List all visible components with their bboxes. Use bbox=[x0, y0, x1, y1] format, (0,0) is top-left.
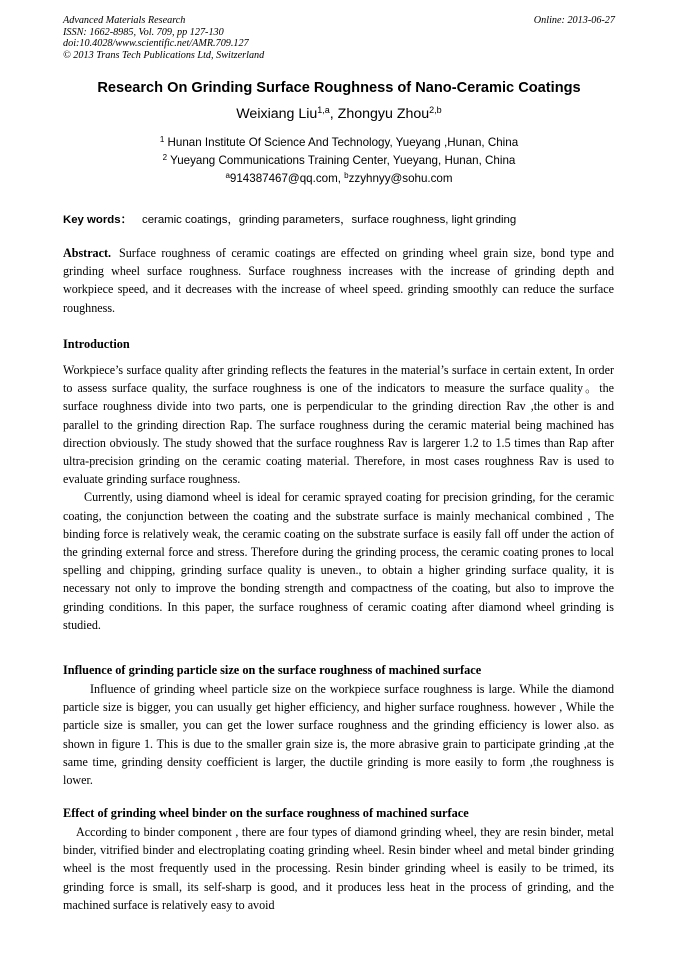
intro-heading: Introduction bbox=[63, 337, 130, 351]
email-a: 914387467@qq.com, bbox=[229, 172, 345, 185]
online-date: Online: 2013-06-27 bbox=[533, 15, 615, 26]
keywords-label: Key words： bbox=[63, 214, 132, 226]
paper-title: Research On Grinding Surface Roughness of Nano-Ceramic Coatings bbox=[97, 80, 581, 96]
intro-paragraph-1: Workpiece’s surface quality after grinding reflects the features in the material’s surface in certain extent, In order to assess surface quality, the surface roughness is one of the indicators to measure the surface quality。the surface roughness divide into two parts, one is perpendicular to the grinding direction Rav ,the other is and parallel to the grinding direction Rap. The surface roughness during the ceramic material being machined has direction obviously. The study showed that the surface roughness Rav is largerer 1.2 to 1.5 times than Rap after ultra-precision grinding on the ceramic coating material. Therefore, in most cases roughness Rav is used to evaluate grinding surface roughness. bbox=[63, 363, 614, 487]
keywords-line bbox=[63, 211, 516, 227]
binder-body bbox=[63, 823, 614, 914]
abstract-text: Surface roughness of ceramic coatings are effected on grinding wheel grain size, bond type and grinding wheel surface roughness. Surface roughness increases with the increase of grinding depth and workpiece speed, and it decreases with the increase of wheel speed. grinding smoothly can reduce the surface roughness. bbox=[63, 246, 614, 315]
abstract-label: Abstract. bbox=[63, 246, 112, 260]
email-b: zzyhnyy@sohu.com bbox=[348, 172, 453, 185]
emails-line bbox=[0, 172, 678, 185]
binder-paragraph: According to binder component , there are four types of diamond grinding wheel, they are resin binder, metal binder, vitrified binder and electroplating coating grinding wheel. Resin binder wheel and metal binder grinding wheel is the most frequently used in the processing. Resin binder grinding wheel is easily to be trimed, its grinding force is small, its self-sharp is good, and it produces less heat in the process of grinding, and the machined surface is relatively easy to avoid bbox=[63, 825, 614, 912]
affiliation-2-sup: 2 bbox=[162, 153, 168, 162]
affiliation-2-text: Yueyang Communications Training Center, Yueyang, Hunan, China bbox=[170, 154, 516, 167]
particle-size-paragraph: Influence of grinding wheel particle size on the workpiece surface roughness is large. While the diamond particle size is bigger, you can usually get higher efficiency, and higher surface roughness. however , While the particle size is smaller, you can get the lower surface roughness and the grinding efficiency is lower also. as shown in figure 1. This is due to the smaller grain size is, the more abrasive grain to participate grinding ,at the same time, grinding density coefficient is larger, the ductile grinding is more easily to form ,the roughness is lower. bbox=[63, 682, 614, 788]
intro-body bbox=[63, 361, 614, 634]
issn-line: ISSN: 1662-8985, Vol. 709, pp 127-130 bbox=[63, 26, 224, 38]
journal-name: Advanced Materials Research bbox=[63, 15, 186, 26]
binder-heading: Effect of grinding wheel binder on the surface roughness of machined surface bbox=[63, 806, 469, 820]
abstract-block bbox=[63, 244, 614, 317]
authors-line bbox=[0, 106, 678, 122]
affiliation-1-text: Hunan Institute Of Science And Technology, Yueyang ,Hunan, China bbox=[167, 136, 519, 149]
copyright-line: © 2013 Trans Tech Publications Ltd, Switzerland bbox=[63, 49, 265, 61]
affiliation-1 bbox=[0, 136, 678, 149]
particle-size-heading: Influence of grinding particle size on the surface roughness of machined surface bbox=[63, 663, 482, 677]
author-2: Zhongyu Zhou bbox=[337, 106, 430, 122]
journal-header bbox=[63, 15, 264, 61]
author-1: Weixiang Liu bbox=[236, 106, 318, 122]
author-2-sup: 2,b bbox=[429, 105, 442, 115]
particle-size-body bbox=[63, 680, 614, 789]
intro-paragraph-2: Currently, using diamond wheel is ideal for ceramic sprayed coating for precision grinding, for the ceramic coating, the conjunction between the coating and the substrate surface is mainly mechanical combined , The binding force is relatively weak, the ceramic coating on the substrate surface is easily fall off under the action of the grinding external force and stress. Therefore during the grinding process, the ceramic coating prones to local spelling and chipping, grinding surface quality is uneven., to obtain a higher grinding surface quality, it is necessary not only to improve the bonding strength and compactness of the coating, but also to improve the grinding conditions. In this paper, the surface roughness of ceramic coating after diamond wheel grinding is studied. bbox=[63, 490, 614, 632]
email-a-sup: a bbox=[225, 171, 230, 180]
author-separator: , bbox=[329, 106, 338, 122]
keywords-text: ceramic coatings，grinding parameters，surface roughness, light grinding bbox=[142, 214, 517, 226]
doi-line: doi:10.4028/www.scientific.net/AMR.709.127 bbox=[63, 38, 249, 50]
email-b-sup: b bbox=[344, 171, 349, 180]
affiliation-1-sup: 1 bbox=[159, 135, 165, 144]
affiliation-2 bbox=[0, 154, 678, 167]
author-1-sup: 1,a bbox=[317, 105, 330, 115]
